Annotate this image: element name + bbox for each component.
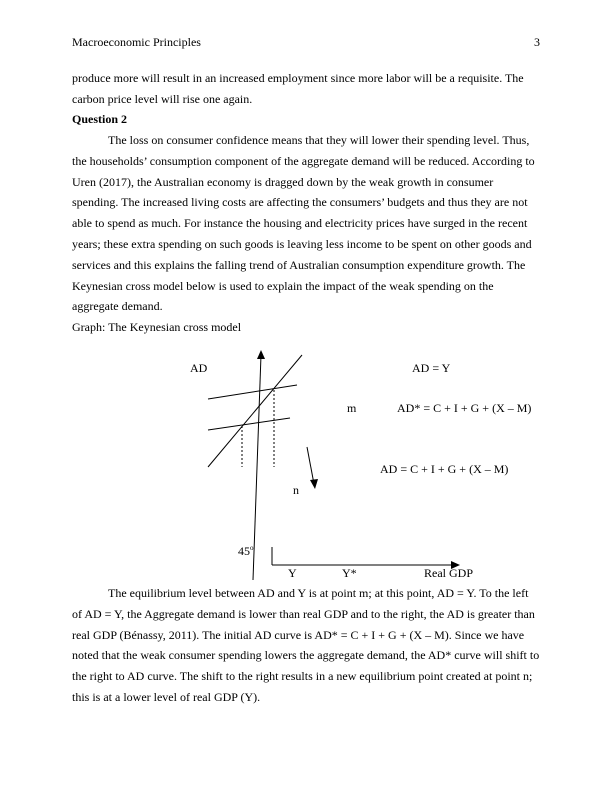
- page-number: 3: [534, 35, 540, 49]
- line-45-label: AD = Y: [412, 361, 451, 375]
- x-tick-ystar: Y*: [342, 566, 357, 580]
- graph-caption: Graph: The Keynesian cross model: [72, 320, 242, 334]
- y-axis-label: AD: [190, 361, 208, 375]
- point-m-label: m: [347, 401, 357, 415]
- x-tick-y: Y: [288, 566, 297, 580]
- ad-curve: [208, 418, 290, 430]
- paragraph-carbon-price: produce more will result in an increased employment since more labor will be a requisite. The carbon price level will rise one again.: [72, 71, 524, 106]
- paragraph-question-2: The loss on consumer confidence means that they will lower their spending level. Thus, the households’ consumption component of the aggregate demand will be reduced. According to Uren (2017), the Australian economy is dragged down by the weak growth in consumer spending. The increased living costs are affecting the consumers’ budgets and thus they are not able to spend as much. For instance the housing and electricity prices have surged in the recent years; these extra spending on such goods is leaving less income to be spent on other goods and services and this explains the falling trend of Australian consumption expenditure growth. The Keynesian cross model below is used to explain the impact of the weak spending on the aggregate demand.: [72, 133, 535, 314]
- heading-question-2: Question 2: [72, 112, 128, 126]
- ad-label: AD = C + I + G + (X – M): [380, 462, 509, 476]
- shift-arrow-head: [310, 479, 318, 489]
- paragraph-equilibrium: The equilibrium level between AD and Y is at point m; at this point, AD = Y. To the left of AD = Y, the Aggregate demand is lower than real GDP and to the right, the AD is greater than real GDP (Bénassy, 2011). The initial AD curve is AD* = C + I + G + (X – M). Since we have noted that the weak consumer spending lowers the aggregate demand, the AD* curve will shift to the right to AD curve. The shift to the right results in a new equilibrium point created at point n; this is at a lower level of real GDP (Y).: [72, 586, 540, 704]
- angle-label: 45$^o$: [238, 544, 254, 558]
- running-title: Macroeconomic Principles: [72, 35, 201, 49]
- ad-star-label: AD* = C + I + G + (X – M): [397, 401, 532, 415]
- line-45-degree: [208, 355, 302, 467]
- ad-star-curve: [208, 385, 297, 399]
- y-axis: [253, 355, 261, 580]
- point-n-label: n: [293, 483, 299, 497]
- shift-arrow-shaft: [307, 447, 314, 484]
- y-axis-arrow: [257, 350, 265, 359]
- x-axis-label: Real GDP: [424, 566, 473, 580]
